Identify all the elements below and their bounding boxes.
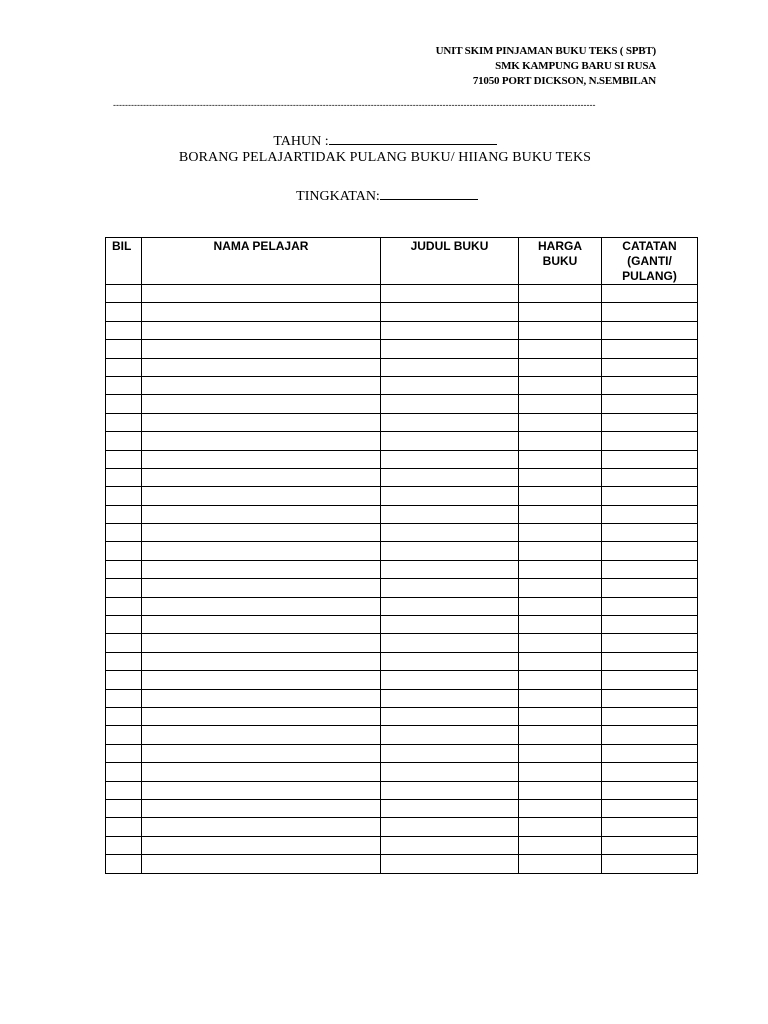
- table-header-row: [106, 238, 698, 285]
- judul-buku-cell[interactable]: [381, 358, 519, 376]
- table-row: [106, 450, 698, 468]
- table-row: [106, 395, 698, 413]
- table-row: [106, 560, 698, 578]
- bil-cell[interactable]: [106, 285, 142, 303]
- table-row: [106, 579, 698, 597]
- judul-buku-cell[interactable]: [381, 468, 519, 486]
- catatan-cell[interactable]: [602, 450, 698, 468]
- bil-cell[interactable]: [106, 468, 142, 486]
- table-row: [106, 634, 698, 652]
- bil-cell[interactable]: [106, 560, 142, 578]
- header-harga-buku: HARGA BUKU: [519, 238, 602, 285]
- bil-cell[interactable]: [106, 616, 142, 634]
- table-row: [106, 358, 698, 376]
- tahun-row: [115, 131, 655, 150]
- harga-buku-cell[interactable]: [519, 542, 602, 560]
- bil-cell[interactable]: [106, 763, 142, 781]
- catatan-cell[interactable]: [602, 487, 698, 505]
- judul-buku-cell[interactable]: [381, 818, 519, 836]
- table-row: [106, 726, 698, 744]
- judul-buku-cell[interactable]: [381, 560, 519, 578]
- judul-buku-cell[interactable]: [381, 781, 519, 799]
- harga-buku-cell[interactable]: [519, 707, 602, 725]
- header-judul-buku: JUDUL BUKU: [381, 238, 519, 285]
- table-row: [106, 376, 698, 394]
- bil-cell[interactable]: [106, 321, 142, 339]
- nama-pelajar-cell[interactable]: [142, 855, 381, 873]
- catatan-cell[interactable]: [602, 542, 698, 560]
- judul-buku-cell[interactable]: [381, 376, 519, 394]
- table-row: [106, 524, 698, 542]
- table-row: [106, 616, 698, 634]
- letterhead: [436, 44, 656, 89]
- harga-buku-cell[interactable]: [519, 763, 602, 781]
- judul-buku-cell[interactable]: [381, 321, 519, 339]
- judul-buku-cell[interactable]: [381, 432, 519, 450]
- nama-pelajar-cell[interactable]: [142, 799, 381, 817]
- nama-pelajar-cell[interactable]: [142, 597, 381, 615]
- judul-buku-cell[interactable]: [381, 542, 519, 560]
- nama-pelajar-cell[interactable]: [142, 836, 381, 854]
- nama-pelajar-cell[interactable]: [142, 468, 381, 486]
- catatan-cell[interactable]: [602, 321, 698, 339]
- bil-cell[interactable]: [106, 505, 142, 523]
- nama-pelajar-cell[interactable]: [142, 303, 381, 321]
- table-body: [106, 285, 698, 874]
- judul-buku-cell[interactable]: [381, 652, 519, 670]
- bil-cell[interactable]: [106, 450, 142, 468]
- catatan-cell[interactable]: [602, 799, 698, 817]
- nama-pelajar-cell[interactable]: [142, 616, 381, 634]
- table-row: [106, 505, 698, 523]
- catatan-cell[interactable]: [602, 468, 698, 486]
- catatan-cell[interactable]: [602, 340, 698, 358]
- bil-cell[interactable]: [106, 413, 142, 431]
- nama-pelajar-cell[interactable]: [142, 689, 381, 707]
- catatan-cell[interactable]: [602, 358, 698, 376]
- judul-buku-cell[interactable]: [381, 524, 519, 542]
- nama-pelajar-cell[interactable]: [142, 376, 381, 394]
- student-book-table: [105, 237, 698, 874]
- harga-buku-cell[interactable]: [519, 450, 602, 468]
- nama-pelajar-cell[interactable]: [142, 395, 381, 413]
- judul-buku-cell[interactable]: [381, 726, 519, 744]
- judul-buku-cell[interactable]: [381, 616, 519, 634]
- harga-buku-cell[interactable]: [519, 413, 602, 431]
- nama-pelajar-cell[interactable]: [142, 413, 381, 431]
- judul-buku-cell[interactable]: [381, 763, 519, 781]
- judul-buku-cell[interactable]: [381, 689, 519, 707]
- catatan-cell[interactable]: [602, 303, 698, 321]
- harga-buku-cell[interactable]: [519, 799, 602, 817]
- catatan-cell[interactable]: [602, 616, 698, 634]
- nama-pelajar-cell[interactable]: [142, 579, 381, 597]
- harga-buku-cell[interactable]: [519, 524, 602, 542]
- judul-buku-cell[interactable]: [381, 395, 519, 413]
- bil-cell[interactable]: [106, 855, 142, 873]
- header-nama-pelajar: NAMA PELAJAR: [142, 238, 381, 285]
- nama-pelajar-cell[interactable]: [142, 763, 381, 781]
- judul-buku-cell[interactable]: [381, 303, 519, 321]
- catatan-cell[interactable]: [602, 413, 698, 431]
- judul-buku-cell[interactable]: [381, 707, 519, 725]
- bil-cell[interactable]: [106, 689, 142, 707]
- catatan-cell[interactable]: [602, 836, 698, 854]
- harga-buku-cell[interactable]: [519, 487, 602, 505]
- form-title: BORANG PELAJARTIDAK PULANG BUKU/ HIIANG BUKU TEKS: [178, 150, 592, 165]
- tingkatan-row: [107, 186, 667, 205]
- catatan-cell[interactable]: [602, 634, 698, 652]
- table-row: [106, 321, 698, 339]
- harga-buku-cell[interactable]: [519, 579, 602, 597]
- harga-buku-cell[interactable]: [519, 616, 602, 634]
- catatan-cell[interactable]: [602, 671, 698, 689]
- nama-pelajar-cell[interactable]: [142, 524, 381, 542]
- letterhead-school: SMK KAMPUNG BARU SI RUSA: [495, 60, 656, 72]
- nama-pelajar-cell[interactable]: [142, 744, 381, 762]
- catatan-cell[interactable]: [602, 781, 698, 799]
- harga-buku-cell[interactable]: [519, 358, 602, 376]
- catatan-cell[interactable]: [602, 579, 698, 597]
- harga-buku-cell[interactable]: [519, 781, 602, 799]
- catatan-cell[interactable]: [602, 726, 698, 744]
- harga-buku-cell[interactable]: [519, 468, 602, 486]
- catatan-cell[interactable]: [602, 707, 698, 725]
- nama-pelajar-cell[interactable]: [142, 726, 381, 744]
- catatan-cell[interactable]: [602, 395, 698, 413]
- letterhead-address: 71050 PORT DICKSON, N.SEMBILAN: [472, 75, 656, 87]
- table-row: [106, 413, 698, 431]
- table-row: [106, 744, 698, 762]
- judul-buku-cell[interactable]: [381, 597, 519, 615]
- harga-buku-cell[interactable]: [519, 836, 602, 854]
- separator-line: -----------------------------------------------------------------------------------------------------------------------------------------------------------------: [113, 100, 596, 110]
- bil-cell[interactable]: [106, 818, 142, 836]
- harga-buku-cell[interactable]: [519, 395, 602, 413]
- judul-buku-cell[interactable]: [381, 487, 519, 505]
- judul-buku-cell[interactable]: [381, 505, 519, 523]
- nama-pelajar-cell[interactable]: [142, 340, 381, 358]
- judul-buku-cell[interactable]: [381, 340, 519, 358]
- harga-buku-cell[interactable]: [519, 505, 602, 523]
- nama-pelajar-cell[interactable]: [142, 505, 381, 523]
- catatan-cell[interactable]: [602, 689, 698, 707]
- bil-cell[interactable]: [106, 781, 142, 799]
- table-row: [106, 285, 698, 303]
- bil-cell[interactable]: [106, 799, 142, 817]
- nama-pelajar-cell[interactable]: [142, 781, 381, 799]
- table-row: [106, 836, 698, 854]
- catatan-cell[interactable]: [602, 432, 698, 450]
- nama-pelajar-cell[interactable]: [142, 542, 381, 560]
- table-row: [106, 340, 698, 358]
- bil-cell[interactable]: [106, 634, 142, 652]
- harga-buku-cell[interactable]: [519, 376, 602, 394]
- catatan-cell[interactable]: [602, 376, 698, 394]
- nama-pelajar-cell[interactable]: [142, 487, 381, 505]
- table-row: [106, 799, 698, 817]
- bil-cell[interactable]: [106, 597, 142, 615]
- nama-pelajar-cell[interactable]: [142, 560, 381, 578]
- nama-pelajar-cell[interactable]: [142, 285, 381, 303]
- catatan-cell[interactable]: [602, 597, 698, 615]
- nama-pelajar-cell[interactable]: [142, 671, 381, 689]
- bil-cell[interactable]: [106, 432, 142, 450]
- harga-buku-cell[interactable]: [519, 432, 602, 450]
- harga-buku-cell[interactable]: [519, 597, 602, 615]
- bil-cell[interactable]: [106, 303, 142, 321]
- bil-cell[interactable]: [106, 487, 142, 505]
- nama-pelajar-cell[interactable]: [142, 652, 381, 670]
- judul-buku-cell[interactable]: [381, 799, 519, 817]
- catatan-cell[interactable]: [602, 285, 698, 303]
- table-row: [106, 781, 698, 799]
- catatan-cell[interactable]: [602, 855, 698, 873]
- bil-cell[interactable]: [106, 395, 142, 413]
- harga-buku-cell[interactable]: [519, 855, 602, 873]
- tahun-label: TAHUN :: [273, 134, 329, 149]
- catatan-cell[interactable]: [602, 818, 698, 836]
- bil-cell[interactable]: [106, 707, 142, 725]
- harga-buku-cell[interactable]: [519, 634, 602, 652]
- catatan-cell[interactable]: [602, 763, 698, 781]
- bil-cell[interactable]: [106, 744, 142, 762]
- table-row: [106, 303, 698, 321]
- nama-pelajar-cell[interactable]: [142, 432, 381, 450]
- nama-pelajar-cell[interactable]: [142, 634, 381, 652]
- judul-buku-cell[interactable]: [381, 744, 519, 762]
- table-row: [106, 763, 698, 781]
- harga-buku-cell[interactable]: [519, 321, 602, 339]
- bil-cell[interactable]: [106, 376, 142, 394]
- judul-buku-cell[interactable]: [381, 671, 519, 689]
- tahun-blank-field[interactable]: [329, 131, 497, 145]
- nama-pelajar-cell[interactable]: [142, 321, 381, 339]
- bil-cell[interactable]: [106, 726, 142, 744]
- table-row: [106, 468, 698, 486]
- harga-buku-cell[interactable]: [519, 652, 602, 670]
- catatan-cell[interactable]: [602, 505, 698, 523]
- harga-buku-cell[interactable]: [519, 285, 602, 303]
- table-row: [106, 487, 698, 505]
- nama-pelajar-cell[interactable]: [142, 707, 381, 725]
- bil-cell[interactable]: [106, 579, 142, 597]
- harga-buku-cell[interactable]: [519, 303, 602, 321]
- bil-cell[interactable]: [106, 524, 142, 542]
- bil-cell[interactable]: [106, 542, 142, 560]
- judul-buku-cell[interactable]: [381, 579, 519, 597]
- bil-cell[interactable]: [106, 340, 142, 358]
- bil-cell[interactable]: [106, 671, 142, 689]
- bil-cell[interactable]: [106, 652, 142, 670]
- catatan-cell[interactable]: [602, 560, 698, 578]
- harga-buku-cell[interactable]: [519, 744, 602, 762]
- bil-cell[interactable]: [106, 358, 142, 376]
- judul-buku-cell[interactable]: [381, 413, 519, 431]
- table-row: [106, 689, 698, 707]
- header-catatan: CATATAN (GANTI/ PULANG): [602, 238, 698, 285]
- table-row: [106, 707, 698, 725]
- judul-buku-cell[interactable]: [381, 855, 519, 873]
- table-row: [106, 542, 698, 560]
- harga-buku-cell[interactable]: [519, 689, 602, 707]
- header-bil: BIL: [106, 238, 142, 285]
- catatan-cell[interactable]: [602, 652, 698, 670]
- catatan-cell[interactable]: [602, 744, 698, 762]
- table-row: [106, 671, 698, 689]
- nama-pelajar-cell[interactable]: [142, 818, 381, 836]
- harga-buku-cell[interactable]: [519, 726, 602, 744]
- harga-buku-cell[interactable]: [519, 340, 602, 358]
- table-row: [106, 818, 698, 836]
- nama-pelajar-cell[interactable]: [142, 450, 381, 468]
- judul-buku-cell[interactable]: [381, 285, 519, 303]
- catatan-cell[interactable]: [602, 524, 698, 542]
- judul-buku-cell[interactable]: [381, 450, 519, 468]
- table-row: [106, 597, 698, 615]
- judul-buku-cell[interactable]: [381, 836, 519, 854]
- harga-buku-cell[interactable]: [519, 560, 602, 578]
- harga-buku-cell[interactable]: [519, 818, 602, 836]
- bil-cell[interactable]: [106, 836, 142, 854]
- judul-buku-cell[interactable]: [381, 634, 519, 652]
- table-row: [106, 855, 698, 873]
- harga-buku-cell[interactable]: [519, 671, 602, 689]
- table-row: [106, 432, 698, 450]
- nama-pelajar-cell[interactable]: [142, 358, 381, 376]
- tingkatan-label: TINGKATAN:: [296, 189, 380, 204]
- table-row: [106, 652, 698, 670]
- tingkatan-blank-field[interactable]: [380, 186, 478, 200]
- letterhead-unit: UNIT SKIM PINJAMAN BUKU TEKS ( SPBT): [435, 45, 656, 57]
